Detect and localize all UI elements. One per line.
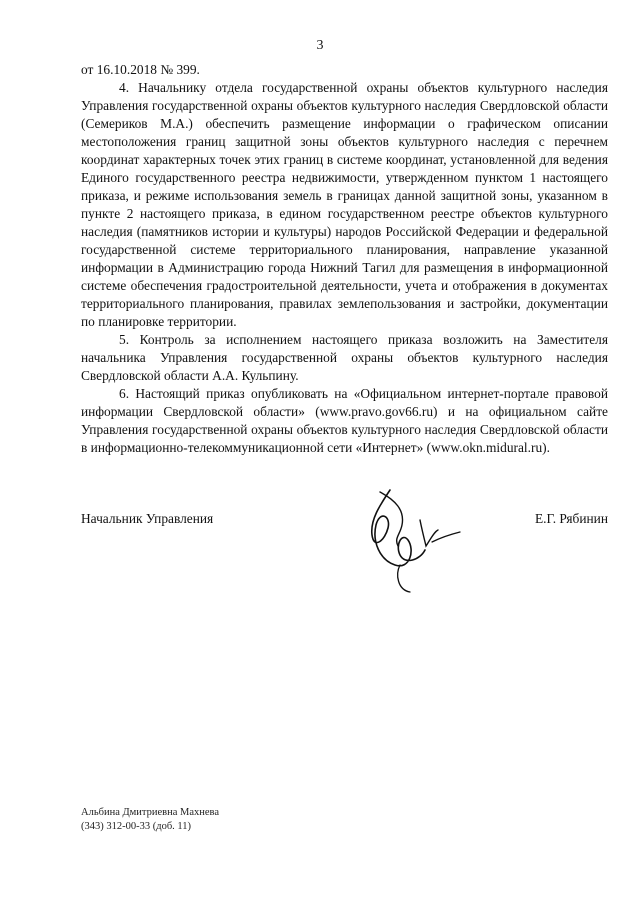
signatory-title: Начальник Управления (81, 511, 214, 526)
signatory-name: Е.Г. Рябинин (534, 511, 608, 526)
document-body (81, 61, 608, 457)
paragraph-item-6: 6. Настоящий приказ опубликовать на «Официальном интернет-портале правовой информации Свердловской области» (www.pravo.gov66.ru) и на официальном сайте Управления государственной охраны объектов культурного наследия Свердловской области в информационно-телекоммуникационной сети «Интернет» (www.okn.midural.ru). (81, 386, 608, 455)
footer-contact (81, 806, 219, 834)
paragraph-continuation: от 16.10.2018 № 399. (81, 62, 200, 77)
contact-phone: (343) 312-00-33 (доб. 11) (81, 821, 192, 832)
page-number: 3 (316, 38, 324, 53)
handwritten-signature (350, 480, 470, 600)
paragraph-item-5: 5. Контроль за исполнением настоящего приказа возложить на Заместителя начальника Управления государственной охраны объектов культурного наследия Свердловской области А.А. Кульпину. (81, 332, 608, 383)
paragraph-item-4: 4. Начальнику отдела государственной охраны объектов культурного наследия Управления государственной охраны объектов культурного наследия Свердловской области (Семериков М.А.) обеспечить размещение информации о графическом описании местоположения границ защитной зоны объектов культурного наследия с перечнем координат характерных точек этих границ в системе координат, установленной для ведения Единого государственного реестра недвижимости, утвержденном пунктом 1 настоящего приказа, и режиме использования земель в границах данной защитной зоны, указанном в пункте 2 настоящего приказа, в едином государственном реестре объектов культурного наследия (памятников истории и культуры) народов Российской Федерации и федеральной государственной системе территориального планирования, направление указанной информации в Администрацию города Нижний Тагил для размещения в информационной системе обеспечения градостроительной деятельности, учета и отображения в документах территориального планирования, правилах землепользования и застройки, документации по планировке территории. (81, 80, 608, 329)
contact-name: Альбина Дмитриевна Махнева (81, 807, 220, 818)
